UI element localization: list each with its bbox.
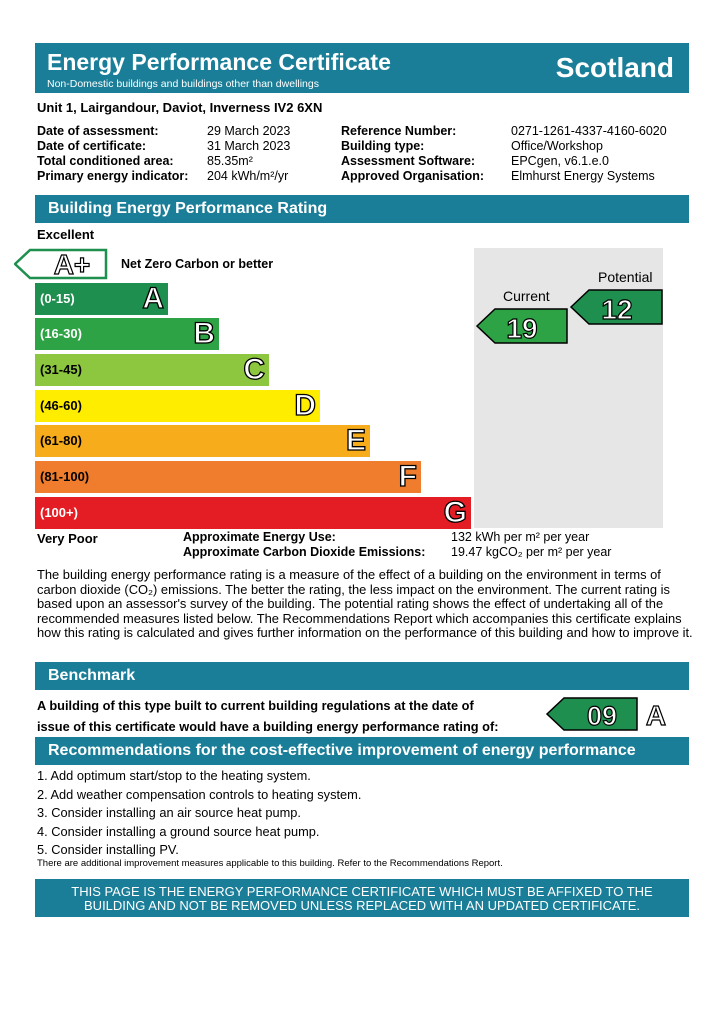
detail-value: 204 kWh/m²/yr [207, 169, 289, 183]
band-b [35, 318, 219, 350]
details-row [37, 154, 697, 169]
current-rating-arrow [476, 308, 569, 344]
detail-label: Primary energy indicator: [37, 169, 189, 183]
current-rating-value: 19 [506, 313, 538, 344]
certificate-header [35, 43, 689, 93]
band-e [35, 425, 370, 457]
benchmark-value: 09 [586, 701, 618, 731]
footer-notice [35, 879, 689, 917]
band-range: (0-15) [40, 291, 75, 306]
benchmark-letter: A [645, 700, 667, 731]
certificate-subtitle: Non-Domestic buildings and buildings other than dwellings [47, 78, 319, 90]
recommendations-title: Recommendations for the cost-effective improvement of energy performance [35, 737, 689, 765]
detail-label: Reference Number: [341, 124, 457, 138]
band-d [35, 390, 320, 422]
detail-label: Date of certificate: [37, 139, 147, 153]
band-letter: G [443, 496, 467, 529]
band-range: (81-100) [40, 469, 90, 484]
property-address: Unit 1, Lairgandour, Daviot, Inverness IV2 6XN [37, 100, 323, 115]
list-item: 2. Add weather compensation controls to heating system. [37, 786, 362, 802]
co2-emissions-label: Approximate Carbon Dioxide Emissions: [183, 545, 426, 559]
potential-rating-value: 12 [601, 294, 633, 325]
net-zero-caption: Net Zero Carbon or better [121, 257, 274, 271]
benchmark-line: A building of this type built to current building regulations at the date of [37, 698, 474, 713]
details-row [37, 124, 697, 139]
list-item: 4. Consider installing a ground source heat pump. [37, 823, 320, 839]
band-g [35, 497, 471, 529]
band-letter: B [193, 317, 215, 350]
detail-value: Elmhurst Energy Systems [511, 169, 655, 183]
rating-description: The building energy performance rating is a measure of the effect of a building on the environment in terms of carbon dioxide (CO₂) emissions. The better the rating, the less impact on the environment. The current rating is based upon an assessor's survey of the building. The potential rating shows the effect of undertaking all of the recommended measures listed below. The Recommendations Report which accompanies this certificate explains how this rating is calculated and gives further information on the performance of this building and how to improve it. [37, 567, 693, 641]
band-letter: C [243, 353, 265, 386]
detail-label: Date of assessment: [37, 124, 159, 138]
aplus-arrow [14, 248, 108, 280]
band-c [35, 354, 269, 386]
detail-value: 29 March 2023 [207, 124, 291, 138]
band-letter: E [345, 424, 366, 457]
aplus-letter: A+ [53, 249, 91, 280]
details-row [37, 139, 697, 154]
energy-use-value: 132 kWh per m² per year [451, 530, 590, 544]
detail-label: Building type: [341, 139, 425, 153]
band-letter: D [294, 389, 316, 422]
rating-section-title: Building Energy Performance Rating [35, 195, 689, 223]
band-range: (31-45) [40, 362, 82, 377]
region-label: Scotland [555, 52, 674, 83]
details-row [37, 169, 697, 184]
footer-line: THIS PAGE IS THE ENERGY PERFORMANCE CERTIFICATE WHICH MUST BE AFFIXED TO THE [71, 884, 653, 899]
benchmark-letter-graphic [642, 697, 672, 731]
band-a [35, 283, 168, 315]
detail-label: Assessment Software: [341, 154, 476, 168]
band-f [35, 461, 421, 493]
energy-use-label: Approximate Energy Use: [183, 530, 336, 544]
detail-label: Total conditioned area: [37, 154, 174, 168]
detail-value: 0271-1261-4337-4160-6020 [511, 124, 667, 138]
excellent-label: Excellent [37, 227, 95, 242]
band-letter: F [398, 460, 417, 493]
benchmark-text [37, 695, 499, 737]
recommendations-note: There are additional improvement measures applicable to this building. Refer to the Recommendations Report. [37, 858, 503, 869]
list-item: 5. Consider installing PV. [37, 842, 179, 857]
current-label: Current [503, 288, 550, 304]
co2-emissions-value: 19.47 kgCO₂ per m² per year [451, 545, 612, 559]
list-item: 1. Add optimum start/stop to the heating system. [37, 768, 311, 783]
detail-label: Approved Organisation: [341, 169, 485, 183]
band-range: (61-80) [40, 433, 82, 448]
potential-rating-arrow [570, 289, 664, 325]
potential-label: Potential [598, 269, 653, 285]
details-table [37, 124, 697, 184]
benchmark-arrow [546, 697, 639, 731]
recommendations-list [37, 767, 361, 860]
band-letter: A [142, 282, 164, 315]
very-poor-label: Very Poor [37, 531, 98, 546]
band-range: (100+) [40, 505, 78, 520]
list-item: 3. Consider installing an air source heat pump. [37, 805, 301, 820]
footer-line: BUILDING AND NOT BE REMOVED UNLESS REPLACED WITH AN UPDATED CERTIFICATE. [84, 898, 640, 913]
detail-value: Office/Workshop [511, 139, 603, 153]
band-range: (16-30) [40, 326, 82, 341]
certificate-title: Energy Performance Certificate [47, 49, 391, 75]
detail-value: 31 March 2023 [207, 139, 291, 153]
band-range: (46-60) [40, 398, 82, 413]
benchmark-line: issue of this certificate would have a building energy performance rating of: [37, 719, 499, 734]
detail-value: EPCgen, v6.1.e.0 [511, 154, 609, 168]
benchmark-title: Benchmark [35, 662, 689, 690]
detail-value: 85.35m² [207, 154, 253, 168]
